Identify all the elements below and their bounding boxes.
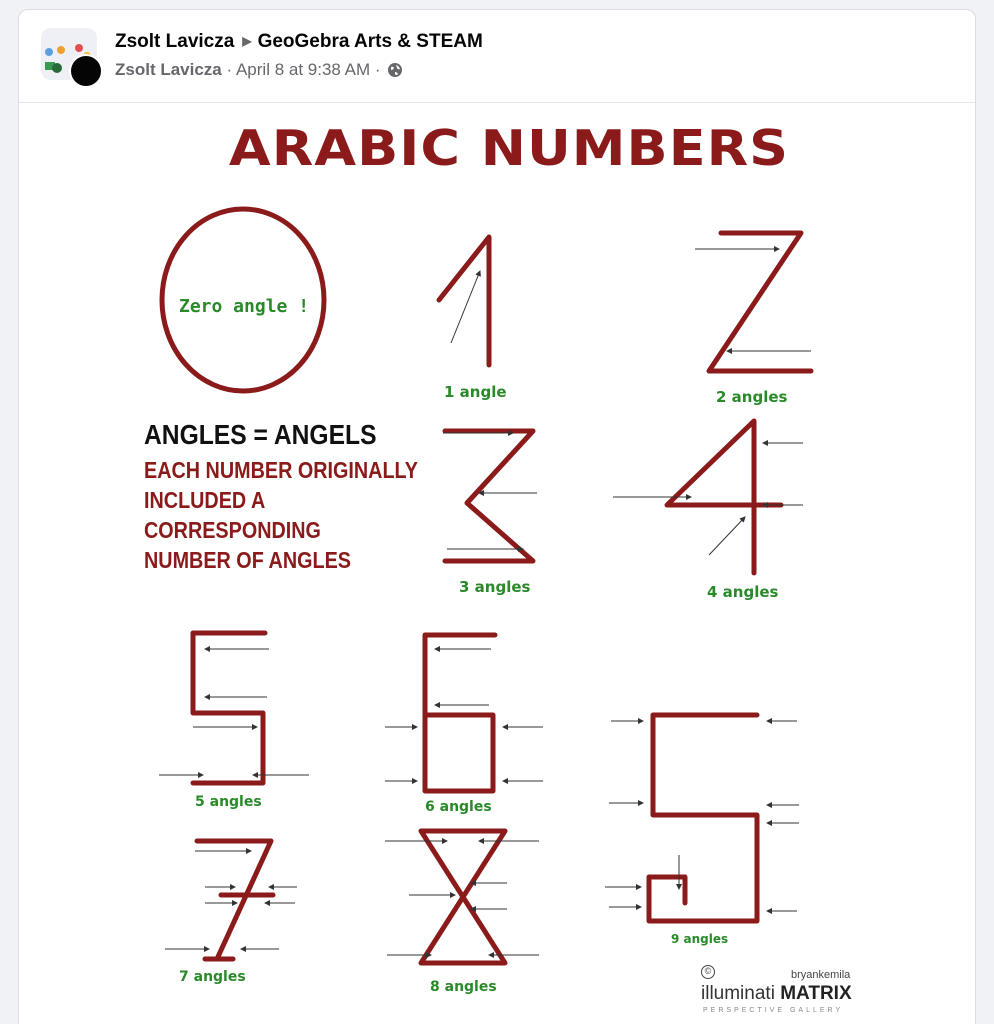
label-seven: 7 angles (179, 969, 246, 985)
credit-author: bryankemila (791, 969, 851, 981)
poster-title: ARABIC NUMBERS (228, 120, 790, 177)
zero-angle-label: Zero angle ! (179, 296, 310, 317)
group-name-link[interactable]: GeoGebra Arts & STEAM (257, 31, 483, 52)
meta-separator: · (226, 60, 233, 79)
author-name-link[interactable]: Zsolt Lavicza (115, 31, 235, 52)
caret-right-icon: ▶ (242, 34, 252, 48)
globe-icon[interactable] (387, 62, 403, 83)
label-five: 5 angles (195, 794, 262, 810)
post-header (19, 10, 975, 102)
artist-credit (699, 963, 879, 1024)
label-one: 1 angle (444, 383, 507, 401)
post-image[interactable] (19, 103, 975, 1024)
description-line: CORRESPONDING (144, 517, 321, 543)
digit-six (425, 635, 495, 791)
meta-line (115, 60, 403, 83)
label-four: 4 angles (707, 583, 779, 601)
angles-angels-heading: ANGLES = ANGELS (144, 419, 377, 450)
label-nine: 9 angles (671, 932, 729, 946)
credit-brand (701, 983, 852, 1005)
credit-subtitle: PERSPECTIVE GALLERY (703, 1007, 844, 1014)
post-card (18, 9, 976, 1024)
poster-name-link[interactable]: Zsolt Lavicza (115, 60, 222, 79)
description-line: NUMBER OF ANGLES (144, 547, 351, 573)
label-six: 6 angles (425, 799, 492, 815)
poster-description (144, 455, 419, 575)
digit-seven (197, 841, 271, 959)
avatar[interactable] (41, 28, 101, 90)
digit-five (193, 633, 265, 783)
description-line: EACH NUMBER ORIGINALLY (144, 457, 419, 483)
author-line (115, 31, 483, 53)
user-avatar[interactable] (69, 54, 103, 88)
credit-brand-b: MATRIX (780, 983, 852, 1004)
label-three: 3 angles (459, 578, 531, 596)
digit-three (445, 431, 533, 561)
label-eight: 8 angles (430, 979, 497, 995)
digit-eight (421, 831, 505, 963)
label-two: 2 angles (716, 388, 788, 406)
digit-two (709, 233, 811, 371)
copyright-icon: © (701, 965, 715, 979)
digit-nine (649, 715, 757, 921)
timestamp-link[interactable]: April 8 at 9:38 AM (235, 60, 371, 79)
digit-one (439, 237, 489, 365)
credit-brand-a: illuminati (701, 983, 775, 1004)
meta-separator-2: · (374, 60, 381, 79)
description-line: INCLUDED A (144, 487, 266, 513)
